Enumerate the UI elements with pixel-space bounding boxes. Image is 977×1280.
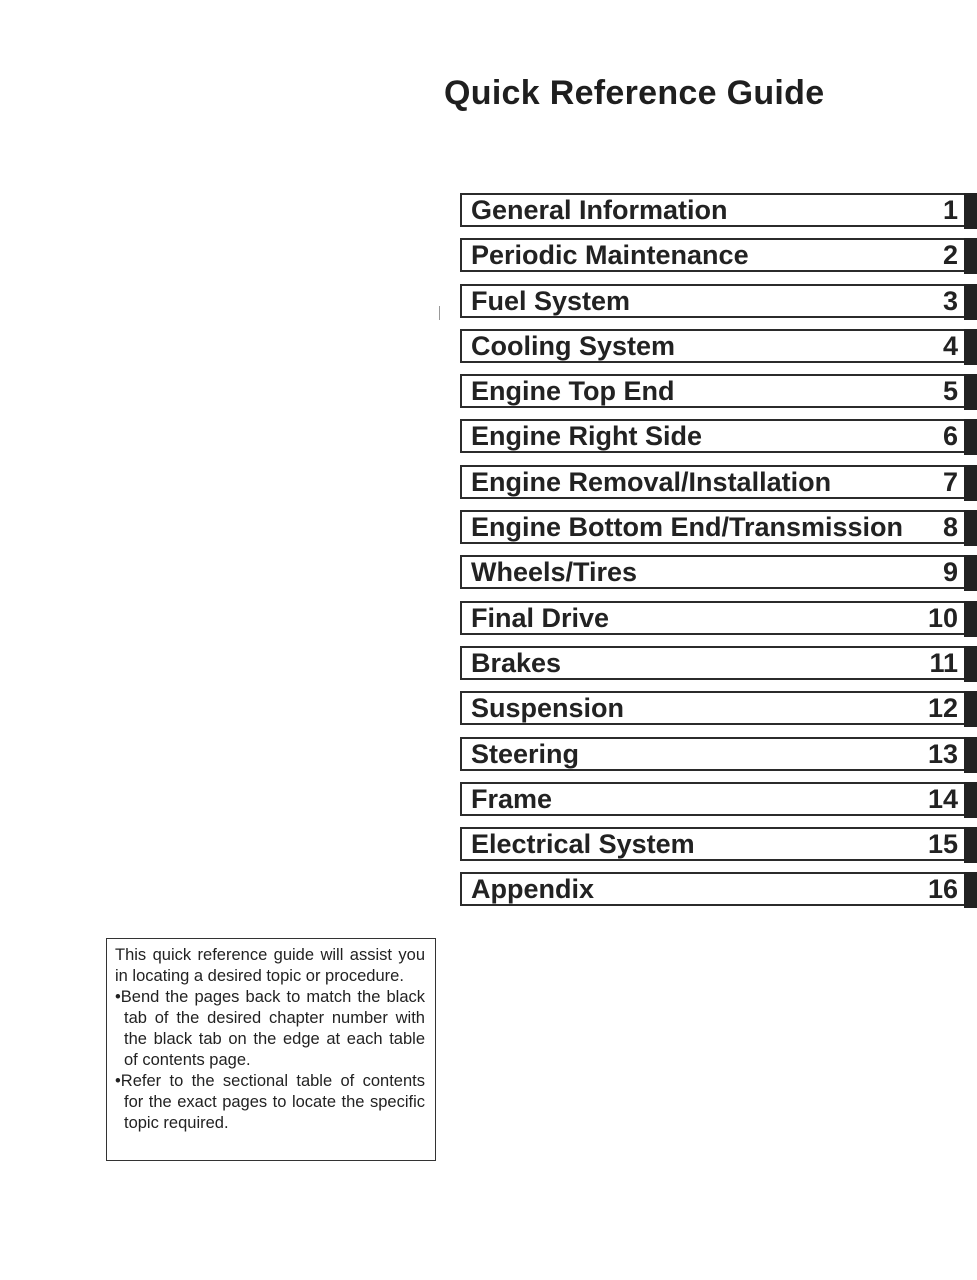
chapter-tab (964, 374, 977, 410)
toc-item-label: Final Drive (471, 602, 610, 633)
toc-item-number: 11 (929, 647, 958, 678)
toc-item-frame[interactable] (460, 782, 977, 816)
instructions-bullet: •Bend the pages back to match the black tab of the desired chapter number with the black tab on the edge at each table of contents page. (115, 988, 425, 1069)
chapter-tab (964, 601, 977, 637)
toc-item-engine-bottom-end-transmission[interactable] (460, 510, 977, 544)
toc-item-number: 9 (942, 557, 958, 588)
toc-item-number: 8 (942, 512, 958, 543)
chapter-tab (964, 193, 977, 229)
toc-item-number: 2 (942, 240, 958, 271)
chapter-tab (964, 510, 977, 546)
toc-item-label: Electrical System (471, 829, 695, 860)
chapter-tab (964, 419, 977, 455)
toc-item-label: Suspension (471, 693, 625, 724)
chapter-tab (964, 782, 977, 818)
chapter-tab (964, 646, 977, 682)
toc-item-number: 6 (942, 421, 958, 452)
toc-item-label: Brakes (471, 647, 562, 678)
toc-item-engine-top-end[interactable] (460, 374, 977, 408)
chapter-tab (964, 238, 977, 274)
chapter-tab (964, 872, 977, 908)
toc-item-cooling-system[interactable] (460, 329, 977, 363)
toc-item-appendix[interactable] (460, 872, 977, 906)
chapter-tab (964, 691, 977, 727)
toc-item-steering[interactable] (460, 737, 977, 771)
toc-item-number: 5 (942, 376, 958, 407)
toc-item-wheels-tires[interactable] (460, 555, 977, 589)
toc-item-number: 12 (927, 693, 958, 724)
chapter-tab (964, 827, 977, 863)
toc-item-general-information[interactable] (460, 193, 977, 227)
toc-item-brakes[interactable] (460, 646, 977, 680)
toc-item-suspension[interactable] (460, 691, 977, 725)
toc-item-number: 3 (942, 285, 958, 316)
toc-item-number: 4 (942, 330, 958, 361)
toc-item-fuel-system[interactable] (460, 284, 977, 318)
toc-item-label: Periodic Maintenance (471, 240, 749, 271)
toc-item-electrical-system[interactable] (460, 827, 977, 861)
toc-item-label: Engine Right Side (471, 421, 703, 452)
toc-item-label: Engine Removal/Installation (471, 466, 832, 497)
page-title: Quick Reference Guide (444, 74, 825, 112)
toc-item-number: 15 (927, 829, 958, 860)
toc-item-label: Fuel System (471, 285, 631, 316)
chapter-tab (964, 465, 977, 501)
scan-mark (439, 306, 440, 320)
toc-item-label: Steering (471, 738, 580, 769)
toc-list (460, 193, 977, 918)
chapter-tab (964, 284, 977, 320)
instructions-box (106, 938, 436, 1161)
toc-item-periodic-maintenance[interactable] (460, 238, 977, 272)
toc-item-number: 14 (927, 783, 958, 814)
instructions-intro: This quick reference guide will assist you in locating a desired topic or procedure. (115, 946, 425, 985)
chapter-tab (964, 329, 977, 365)
toc-item-label: Engine Top End (471, 376, 675, 407)
toc-item-engine-right-side[interactable] (460, 419, 977, 453)
toc-item-engine-removal-installation[interactable] (460, 465, 977, 499)
toc-item-final-drive[interactable] (460, 601, 977, 635)
instructions-bullet: •Refer to the sectional table of contents for the exact pages to locate the specific topic required. (115, 1072, 425, 1132)
toc-item-label: General Information (471, 195, 728, 225)
toc-item-number: 13 (927, 738, 958, 769)
chapter-tab (964, 555, 977, 591)
toc-item-label: Engine Bottom End/Transmission (471, 512, 904, 543)
toc-item-number: 7 (942, 466, 958, 497)
toc-item-number: 10 (927, 602, 958, 633)
toc-item-number: 16 (927, 874, 958, 905)
toc-item-label: Cooling System (471, 330, 676, 361)
toc-item-number: 1 (942, 195, 958, 225)
toc-item-label: Wheels/Tires (471, 557, 638, 588)
toc-item-label: Appendix (471, 874, 595, 905)
chapter-tab (964, 737, 977, 773)
toc-item-label: Frame (471, 783, 553, 814)
